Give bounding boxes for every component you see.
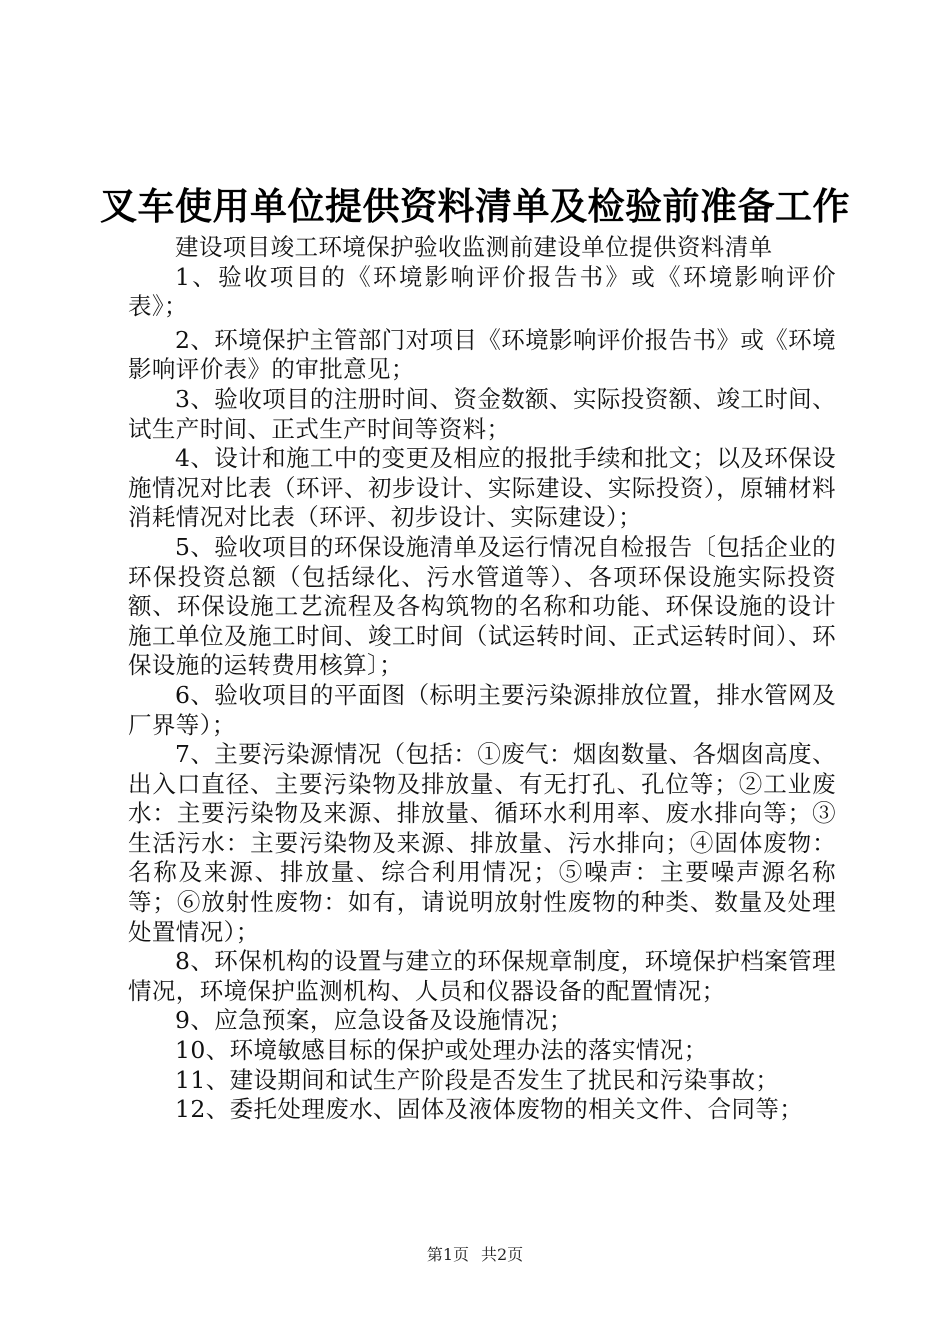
paragraph-item-11: 11、建设期间和试生产阶段是否发生了扰民和污染事故；: [175, 1065, 780, 1094]
page-number-total: 共2页: [481, 1245, 524, 1264]
paragraph-item-8: 8、环保机构的设置与建立的环保规章制度，环境保护档案管理情况，环境保护监测机构、人员和仪器设备的配置情况；: [128, 947, 836, 1005]
paragraph-item-1: 1、验收项目的《环境影响评价报告书》或《环境影响评价表》；: [128, 262, 836, 321]
paragraph-item-5: 5、验收项目的环保设施清单及运行情况自检报告〔包括企业的环保投资总额（包括绿化、污水管道等）、各项环保设施实际投资额、环保设施工艺流程及各构筑物的名称和功能、环保设施的设计施工单位及施工时间、竣工时间（试运转时间、正式运转时间）、环保设施的运转费用核算〕；: [128, 532, 836, 680]
paragraph-item-2: 2、环境保护主管部门对项目《环境影响评价报告书》或《环境影响评价表》的审批意见；: [128, 325, 836, 384]
paragraph-item-7: 7、主要污染源情况（包括：①废气：烟囱数量、各烟囱高度、出入口直径、主要污染物及排放量、有无打孔、孔位等；②工业废水：主要污染物及来源、排放量、循环水利用率、废水排向等；③生活污水：主要污染物及来源、排放量、污水排向；④固体废物：名称及来源、排放量、综合利用情况；⑤噪声：主要噪声源名称等；⑥放射性废物：如有，请说明放射性废物的种类、数量及处理处置情况）；: [128, 740, 836, 946]
paragraph-item-6: 6、验收项目的平面图（标明主要污染源排放位置，排水管网及厂界等）；: [128, 680, 836, 739]
page-number-current: 第1页: [426, 1245, 469, 1264]
paragraph-item-12: 12、委托处理废水、固体及液体废物的相关文件、合同等；: [175, 1095, 804, 1124]
document-body: [128, 233, 836, 1125]
paragraph-intro: 建设项目竣工环境保护验收监测前建设单位提供资料清单: [175, 233, 773, 261]
page-footer: [0, 1244, 950, 1266]
paragraph-item-9: 9、应急预案，应急设备及设施情况；: [175, 1006, 573, 1035]
paragraph-item-4: 4、设计和施工中的变更及相应的报批手续和批文；以及环保设施情况对比表（环评、初步设计、实际建设、实际投资），原辅材料消耗情况对比表（环评、初步设计、实际建设）；: [128, 444, 836, 532]
paragraph-item-3: 3、验收项目的注册时间、资金数额、实际投资额、竣工时间、试生产时间、正式生产时间等资料；: [128, 384, 836, 443]
paragraph-item-10: 10、环境敏感目标的保护或处理办法的落实情况；: [175, 1036, 708, 1065]
document-title: 叉车使用单位提供资料清单及检验前准备工作: [100, 185, 850, 228]
